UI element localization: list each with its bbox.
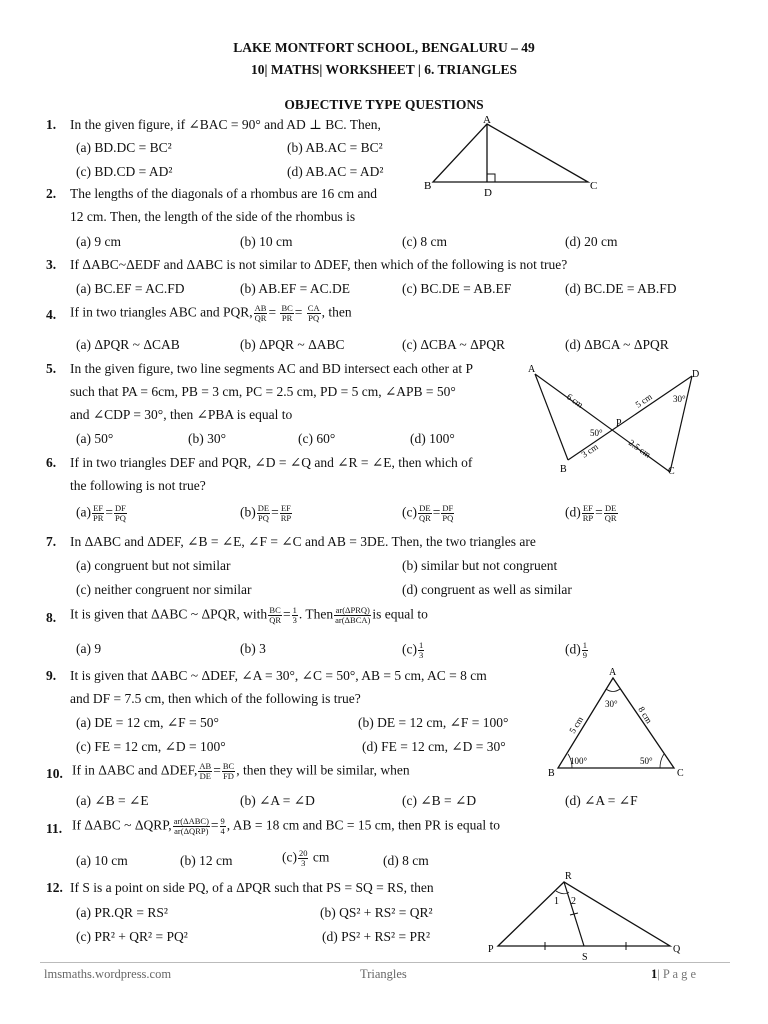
q9-option-a: (a) DE = 12 cm, ∠F = 50° [76,715,219,730]
q5-text-line3: and ∠CDP = 30°, then ∠PBA is equal to [70,407,293,422]
q4-option-c: (c) ΔCBA ~ ΔPQR [402,337,506,352]
q4-option-b: (b) ΔPQR ~ ΔABC [240,337,345,352]
q12-option-b: (b) QS² + RS² = QR² [320,905,433,920]
q1-option-a: (a) BD.DC = BC² [76,140,172,155]
q3-option-b: (b) AB.EF = AC.DE [240,281,350,296]
q1-number: 1. [46,117,57,132]
q9-text-line2: and DF = 7.5 cm, then which of the following is true? [70,691,361,706]
q4-text-intro: If in two triangles ABC and PQR, [70,304,253,320]
q12-text: If S is a point on side PQ, of a ΔPQR such that PS = SQ = RS, then [70,880,434,895]
footer-website: lmsmaths.wordpress.com [44,967,172,981]
fig9-angle-c: 50° [640,756,653,766]
fig12-label-p: P [488,944,494,955]
q2-option-c: (c) 8 cm [402,234,447,249]
q6-option-a: (a) $\frac{EF}{PR}$ = $\frac{DF}{PQ}$ [76,503,126,523]
q7-option-d: (d) congruent as well as similar [402,582,572,597]
fig1-label-d: D [484,187,492,199]
school-name: LAKE MONTFORT SCHOOL, BENGALURU – 49 [233,40,535,55]
q6-text-line1: If in two triangles DEF and PQR, ∠D = ∠Q and ∠R = ∠E, then which of [70,455,473,470]
fig9-side-ab: 5 cm [567,714,586,736]
q3-text: If ΔABC~ΔEDF and ΔABC is not similar to ΔDEF, then which of the following is not true? [70,257,568,272]
fig5-label-pa: 6 cm [564,391,586,410]
q5-text-line1: In the given figure, two line segments AC and BD intersect each other at P [70,361,474,376]
q3-option-d: (d) BC.DE = AB.FD [565,281,677,296]
fig5-label-pb: 3 cm [579,441,600,460]
q5-option-b: (b) 30° [188,431,227,446]
fig1-label-a: A [483,114,491,126]
figure-right-triangle [420,112,610,202]
fig5-angle-30: 30° [673,394,686,404]
q2-number: 2. [46,186,57,201]
fig5-label-a: A [528,364,536,375]
q7-option-c: (c) neither congruent nor similar [76,582,252,597]
q6-option-d: (d) $\frac{EF}{RP}$ = $\frac{DE}{QR}$ [565,503,617,523]
q11-text: If ΔABC ~ ΔQRP, ar(ΔABC) ar(ΔQRP) = $\frac{9}{4}$ , AB = 18 cm and BC = 15 cm, then PR is equal to [72,816,500,836]
q11-option-c: (c) $\frac{20}{3}$ cm [282,848,330,868]
fig12-label-r: R [565,871,572,882]
q4-fraction-1: $\frac{AB}{QR}$ [254,303,267,323]
footer-page-number: 1| P a g e [651,967,697,981]
q4-number: 4. [46,307,57,322]
q3-number: 3. [46,257,57,272]
q4-option-d: (d) ΔBCA ~ ΔPQR [565,337,669,352]
fig5-label-c: C [668,466,675,477]
q1-text: In the given figure, if ∠BAC = 90° and AD ⊥ BC. Then, [70,117,381,132]
fig9-label-b: B [548,768,555,779]
q5-option-c: (c) 60° [298,431,336,446]
q10-option-b: (b) ∠A = ∠D [240,793,315,808]
q10-option-a: (a) ∠B = ∠E [76,793,149,808]
q4-fraction-2: $\frac{BC}{PR}$ [281,303,293,323]
q12-option-a: (a) PR.QR = RS² [76,905,168,920]
q11-option-d: (d) 8 cm [383,853,429,868]
q9-text-line1: It is given that ΔABC ~ ΔDEF, ∠A = 30°, ∠C = 50°, AB = 5 cm, AC = 8 cm [70,668,487,683]
q8-option-a: (a) 9 [76,641,102,656]
q7-text: In ΔABC and ΔDEF, ∠B = ∠E, ∠F = ∠C and AB = 3DE. Then, the two triangles are [70,534,536,549]
fig12-angle-1: 1 [554,896,559,907]
worksheet-subtitle: 10| MATHS| WORKSHEET | 6. TRIANGLES [251,62,517,77]
q11-option-a: (a) 10 cm [76,853,128,868]
q3-option-a: (a) BC.EF = AC.FD [76,281,185,296]
section-heading: OBJECTIVE TYPE QUESTIONS [284,97,484,112]
q6-text-line2: the following is not true? [70,478,206,493]
q2-text-line1: The lengths of the diagonals of a rhombus are 16 cm and [70,186,378,201]
q9-number: 9. [46,668,57,683]
q2-text-line2: 12 cm. Then, the length of the side of the rhombus is [70,209,356,224]
fig12-angle-2: 2 [571,896,576,907]
q4-option-a: (a) ΔPQR ~ ΔCAB [76,337,180,352]
fig12-label-q: Q [673,944,681,955]
q6-option-b: (b) $\frac{DE}{PQ}$ = $\frac{EF}{RP}$ [240,503,292,523]
q5-option-a: (a) 50° [76,431,114,446]
q9-option-d: (d) FE = 12 cm, ∠D = 30° [362,739,506,754]
fig5-label-b: B [560,464,567,475]
fig5-label-pd: 5 cm [633,391,654,410]
fig12-label-s: S [582,952,588,963]
q11-option-b: (b) 12 cm [180,853,233,868]
q12-option-d: (d) PS² + RS² = PR² [322,929,431,944]
q8-option-d: (d) $\frac{1}{9}$ [565,640,587,660]
q7-option-a: (a) congruent but not similar [76,558,231,573]
q5-number: 5. [46,361,57,376]
q1-option-c: (c) BD.CD = AD² [76,164,173,179]
q9-option-b: (b) DE = 12 cm, ∠F = 100° [358,715,509,730]
q5-text-line2: such that PA = 6cm, PB = 3 cm, PC = 2.5 cm, PD = 5 cm, ∠APB = 50° [70,384,456,399]
footer-topic: Triangles [360,967,407,981]
q6-number: 6. [46,455,57,470]
fig5-label-d: D [692,369,700,380]
q10-number: 10. [46,766,63,781]
footer-divider [40,962,730,963]
fig9-angle-a: 30° [605,699,618,709]
q6-option-c: (c) $\frac{DE}{QR}$ = $\frac{DF}{PQ}$ [402,503,454,523]
figure-triangle-pqr [484,868,694,964]
q12-option-c: (c) PR² + QR² = PQ² [76,929,188,944]
q2-option-d: (d) 20 cm [565,234,618,249]
figure-triangle-abc [540,664,690,782]
q2-option-a: (a) 9 cm [76,234,121,249]
q9-option-c: (c) FE = 12 cm, ∠D = 100° [76,739,226,754]
q12-number: 12. [46,880,63,895]
fig5-label-p: P [616,418,622,429]
q8-option-c: (c) $\frac{1}{3}$ [402,640,424,660]
fig9-label-c: C [677,768,684,779]
fig1-label-c: C [590,180,598,192]
fig9-label-a: A [609,667,617,678]
q5-option-d: (d) 100° [410,431,455,446]
q1-option-d: (d) AB.AC = AD² [287,164,384,179]
fig5-angle-50: 50° [590,428,603,438]
q4-text: If in two triangles ABC and PQR, $\frac{AB}{QR}$ = $\frac{BC}{PR}$ = $\frac{CA}{PQ}$ , then [70,303,352,323]
fig5-label-pc: 2.5 cm [626,437,653,460]
q10-text: If in ΔABC and ΔDEF, $\frac{AB}{DE}$ = $\frac{BC}{FD}$ , then they will be similar, when [72,761,410,781]
q1-option-b: (b) AB.AC = BC² [287,140,383,155]
q10-option-c: (c) ∠B = ∠D [402,793,477,808]
q11-number: 11. [46,821,63,836]
q8-option-b: (b) 3 [240,641,266,656]
q4-fraction-3: $\frac{CA}{PQ}$ [307,303,320,323]
fig9-angle-b: 100° [570,756,588,766]
q10-option-d: (d) ∠A = ∠F [565,793,638,808]
figure-intersecting-segments [520,360,712,478]
q8-number: 8. [46,610,57,625]
fig9-side-ac: 8 cm [636,704,655,726]
q7-number: 7. [46,534,57,549]
fig1-label-b: B [424,180,432,192]
q3-option-c: (c) BC.DE = AB.EF [402,281,512,296]
q7-option-b: (b) similar but not congruent [402,558,558,573]
q8-text: It is given that ΔABC ~ ΔPQR, with $\frac{BC}{QR}$ = $\frac{1}{3}$ . Then ar(ΔPRQ) ar(ΔBCA) is equal to [70,605,428,625]
q2-option-b: (b) 10 cm [240,234,293,249]
